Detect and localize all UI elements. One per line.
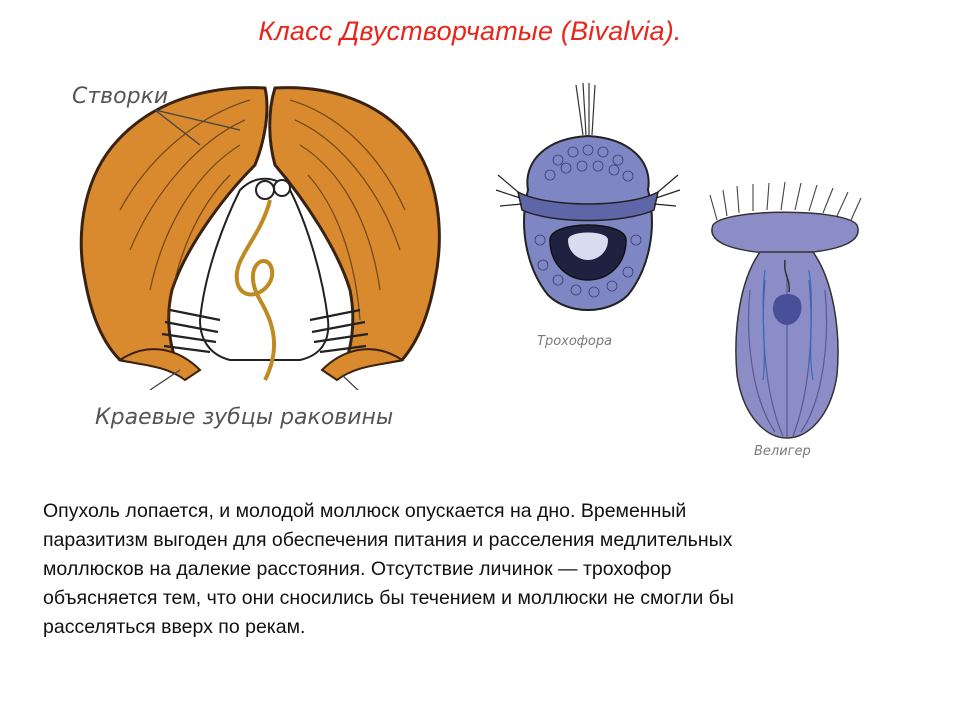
veliger-caption: Велигер bbox=[754, 444, 811, 459]
trochophore-caption: Трохофора bbox=[537, 334, 613, 349]
veliger-drawing bbox=[705, 180, 870, 445]
shell-teeth-label: Краевые зубцы раковины bbox=[95, 405, 394, 430]
trochophore-drawing bbox=[488, 80, 688, 330]
glochidium-illustration bbox=[60, 70, 450, 390]
glochidium-drawing bbox=[60, 70, 450, 390]
valves-label: Створки bbox=[72, 84, 169, 109]
slide-title: Класс Двустворчатые (Bivalvia). bbox=[258, 16, 682, 46]
trochophore-illustration bbox=[488, 80, 688, 330]
veliger-illustration bbox=[705, 180, 870, 445]
body-paragraph: Опухоль лопается, и молодой моллюск опускается на дно. Временный паразитизм выгоден для обеспечения питания и расселения медлительных моллюсков на далекие расстояния. Отсутствие личинок — трохофор объясняется тем, что они сносились бы течением и моллюски не смогли бы расселяться вверх по рекам. bbox=[43, 500, 734, 638]
